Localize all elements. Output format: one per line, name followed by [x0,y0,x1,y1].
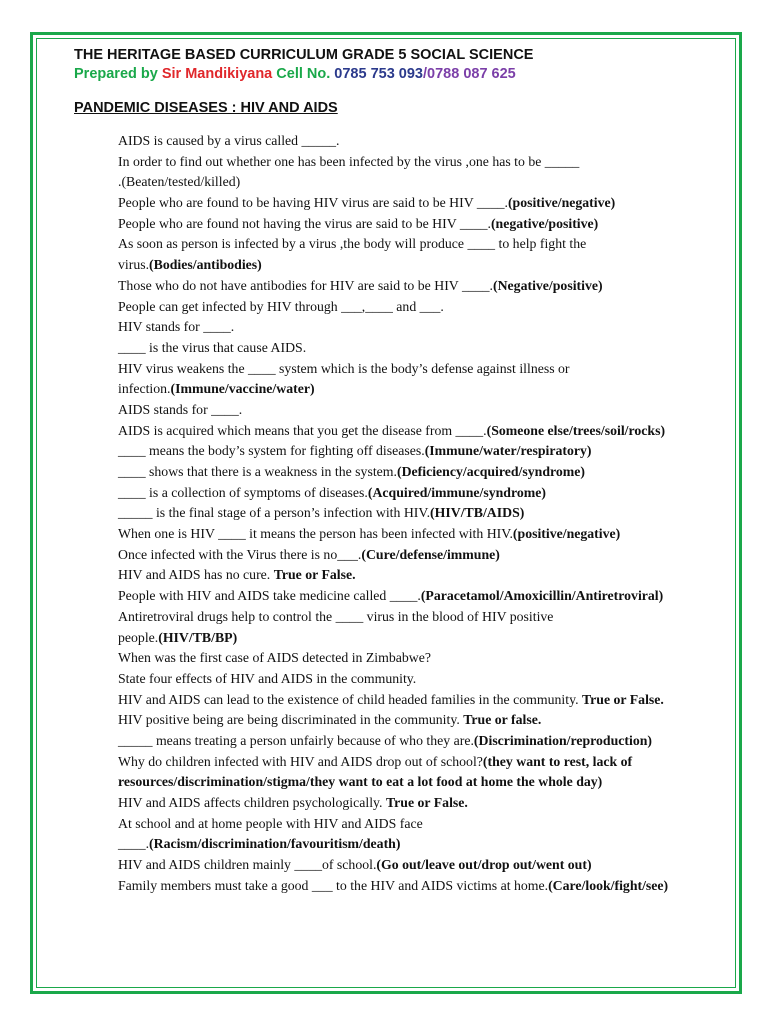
question-text: At school and at home people with HIV and AIDS face [118,815,423,831]
answer-options: (they want to rest, lack of [482,753,633,769]
question-line [118,586,728,607]
answer-options: (Discrimination/reproduction) [473,732,653,748]
answer-options: resources/discrimination/stigma/they want to eat a lot food at home the whole day) [118,774,603,790]
question-text: ____ means the body’s system for fighting off diseases. [118,443,425,459]
answer-options: (Go out/leave out/drop out/went out) [376,857,592,873]
question-text: infection. [118,381,171,397]
question-line [118,297,728,318]
question-line [118,152,728,173]
question-line [118,524,728,545]
question-line [118,628,728,649]
question-line [118,731,728,752]
question-line [118,772,728,793]
question-line [118,441,728,462]
question-text: Why do children infected with HIV and AIDS drop out of school? [118,753,483,769]
question-text: _____ means treating a person unfairly because of who they are. [118,732,474,748]
question-text: Once infected with the Virus there is no___. [118,546,362,562]
question-text: People with HIV and AIDS take medicine called ____. [118,588,421,604]
question-text: Antiretroviral drugs help to control the ____ virus in the blood of HIV positive [118,608,554,624]
answer-options: (positive/negative) [512,526,621,542]
question-text: As soon as person is infected by a virus ,the body will produce ____ to help fight the [118,236,587,252]
question-line [118,131,728,152]
question-line [118,483,728,504]
question-line [118,359,728,380]
question-line [118,855,728,876]
question-text: HIV and AIDS can lead to the existence of child headed families in the community. [118,691,582,707]
phone-number-2: /0788 087 625 [423,66,516,82]
question-text: ____ is the virus that cause AIDS. [118,339,307,355]
author-name: Sir Mandikiyana [161,66,273,82]
answer-options: (Immune/water/respiratory) [424,443,592,459]
answer-options: (Someone else/trees/soil/rocks) [486,422,666,438]
question-line [118,193,728,214]
answer-options: (negative/positive) [490,215,599,231]
question-line [118,752,728,773]
section-title: PANDEMIC DISEASES : HIV AND AIDS [74,100,338,116]
answer-options: (Immune/vaccine/water) [170,381,315,397]
question-line [118,710,728,731]
question-line [118,234,728,255]
question-line [118,545,728,566]
question-line [118,565,728,586]
question-text: HIV and AIDS has no cure. [118,567,274,583]
question-text: Family members must take a good ___ to the HIV and AIDS victims at home. [118,877,549,893]
answer-options: (Racism/discrimination/favouritism/death) [149,836,401,852]
answer-options: (positive/negative) [507,195,616,211]
question-text: ____ is a collection of symptoms of diseases. [118,484,368,500]
question-line [118,462,728,483]
answer-options: (Negative/positive) [493,277,603,293]
curriculum-title: THE HERITAGE BASED CURRICULUM GRADE 5 SOCIAL SCIENCE [74,47,534,63]
question-text: AIDS stands for ____. [118,401,243,417]
cell-label: Cell No. [272,66,335,82]
question-text: State four effects of HIV and AIDS in the community. [118,670,417,686]
question-line [118,648,728,669]
question-line [118,172,728,193]
question-text: People who are found not having the virus are said to be HIV ____. [118,215,491,231]
answer-options: True or False. [273,567,356,583]
phone-number-1: 0785 753 093 [334,66,423,82]
question-text: Those who do not have antibodies for HIV are said to be HIV ____. [118,277,493,293]
question-line [118,669,728,690]
question-line [118,317,728,338]
question-text: When one is HIV ____ it means the person has been infected with HIV. [118,526,513,542]
question-text: people. [118,629,159,645]
question-line [118,876,728,897]
question-text: HIV stands for ____. [118,319,235,335]
answer-options: True or false. [463,712,542,728]
answer-options: (HIV/TB/AIDS) [430,505,525,521]
question-text: ____ shows that there is a weakness in the system. [118,464,397,479]
question-text: People can get infected by HIV through ___,____ and ___. [118,298,444,314]
question-text: HIV and AIDS children mainly ____of school. [118,857,377,873]
question-line [118,814,728,835]
answer-options: (Care/look/fight/see) [548,877,669,893]
question-line [118,503,728,524]
question-text: HIV and AIDS affects children psychologically. [118,795,386,810]
question-text: HIV virus weakens the ____ system which is the body’s defense against illness or [118,360,570,376]
question-line [118,834,728,855]
question-line [118,338,728,359]
question-text: AIDS is acquired which means that you get the disease from ____. [118,422,487,438]
question-line [118,400,728,421]
question-text: In order to find out whether one has been infected by the virus ,one has to be _____ [118,153,580,169]
question-text: HIV positive being are being discriminated in the community. [118,712,464,728]
question-line [118,421,728,442]
question-text: _____ is the final stage of a person’s infection with HIV. [118,505,431,521]
question-line [118,793,728,814]
question-text: .(Beaten/tested/killed) [118,174,241,190]
answer-options: (Bodies/antibodies) [149,257,262,273]
question-text: When was the first case of AIDS detected in Zimbabwe? [118,650,432,666]
question-text: ____. [118,836,150,852]
worksheet-header [74,46,533,83]
question-list [118,131,728,896]
answer-options: (Cure/defense/immune) [361,546,500,562]
question-line [118,214,728,235]
prepared-by-label: Prepared by [74,66,162,82]
question-text: AIDS is caused by a virus called _____. [118,133,340,148]
answer-options: (Acquired/immune/syndrome) [367,484,546,500]
answer-options: True or False. [385,795,468,810]
answer-options: (Paracetamol/Amoxicillin/Antiretroviral) [420,588,664,604]
question-line [118,276,728,297]
prepared-by-line [74,65,533,83]
question-line [118,255,728,276]
answer-options: (HIV/TB/BP) [158,629,238,645]
question-line [118,607,728,628]
answer-options: (Deficiency/acquired/syndrome) [396,464,585,479]
answer-options: True or False. [581,691,664,707]
question-line [118,690,728,711]
question-text: People who are found to be having HIV virus are said to be HIV ____. [118,195,508,211]
question-text: virus. [118,257,150,273]
question-line [118,379,728,400]
